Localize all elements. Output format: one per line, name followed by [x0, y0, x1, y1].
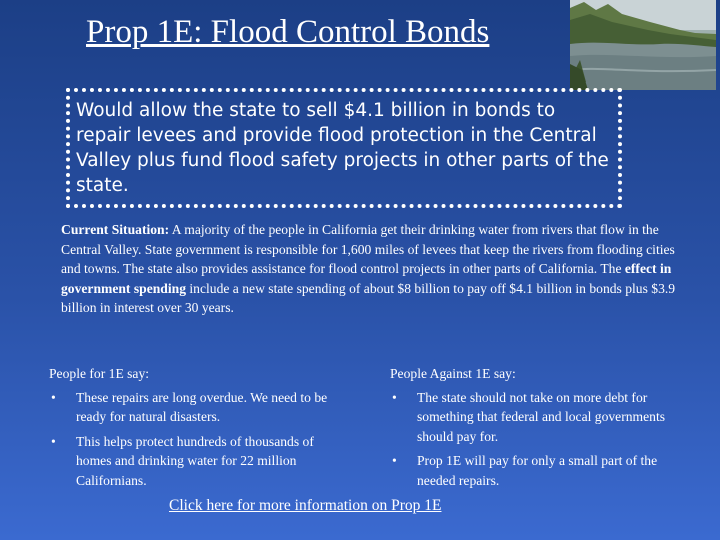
opponents-item-text: Prop 1E will pay for only a small part of the needed repairs. [417, 453, 658, 488]
opponents-list-item [390, 451, 690, 490]
prop-summary-box: Would allow the state to sell $4.1 billion in bonds to repair levees and provide flood protection in the Central Valley plus fund flood safety projects in other parts of the state. [66, 88, 622, 208]
supporters-item-text: These repairs are long overdue. We need to be ready for natural disasters. [76, 389, 328, 424]
supporters-list-item [49, 388, 349, 427]
opponents-item-text: The state should not take on more debt for something that federal and local governments should pay for. [417, 389, 666, 444]
current-situation-paragraph [61, 220, 677, 318]
situation-text-after: include a new state spending of about $8 billion to pay off $4.1 billion in bonds plus $3.9 billion in interest over 30 years. [61, 280, 676, 315]
bullet-icon: • [392, 453, 397, 468]
bullet-icon: • [51, 433, 56, 449]
river-photo [570, 0, 716, 90]
supporters-item-text: This helps protect hundreds of thousands of homes and drinking water for 22 million Californians. [76, 433, 314, 488]
supporters-list-item [49, 432, 349, 491]
opponents-heading: People Against 1E say: [390, 366, 516, 381]
bullet-icon: • [51, 389, 56, 405]
supporters-heading: People for 1E say: [49, 366, 150, 381]
bullet-icon: • [392, 389, 397, 405]
situation-text-before: A majority of the people in California get their drinking water from rivers that flow in the Central Valley. State government is responsible for 1,600 miles of levees that keep the rivers from flooding cities and towns. The state also provides assistance for flood control projects in other parts of California. The [61, 222, 675, 276]
supporters-column [49, 364, 349, 495]
more-info-link[interactable]: Click here for more information on Prop 1E [169, 497, 442, 514]
opponents-list-item [390, 388, 690, 447]
spending-effect-emphasis: effect in government spending [61, 261, 672, 296]
opponents-column [390, 364, 690, 495]
slide-title: Prop 1E: Flood Control Bonds [86, 14, 490, 50]
current-situation-label: Current Situation: [61, 222, 170, 237]
